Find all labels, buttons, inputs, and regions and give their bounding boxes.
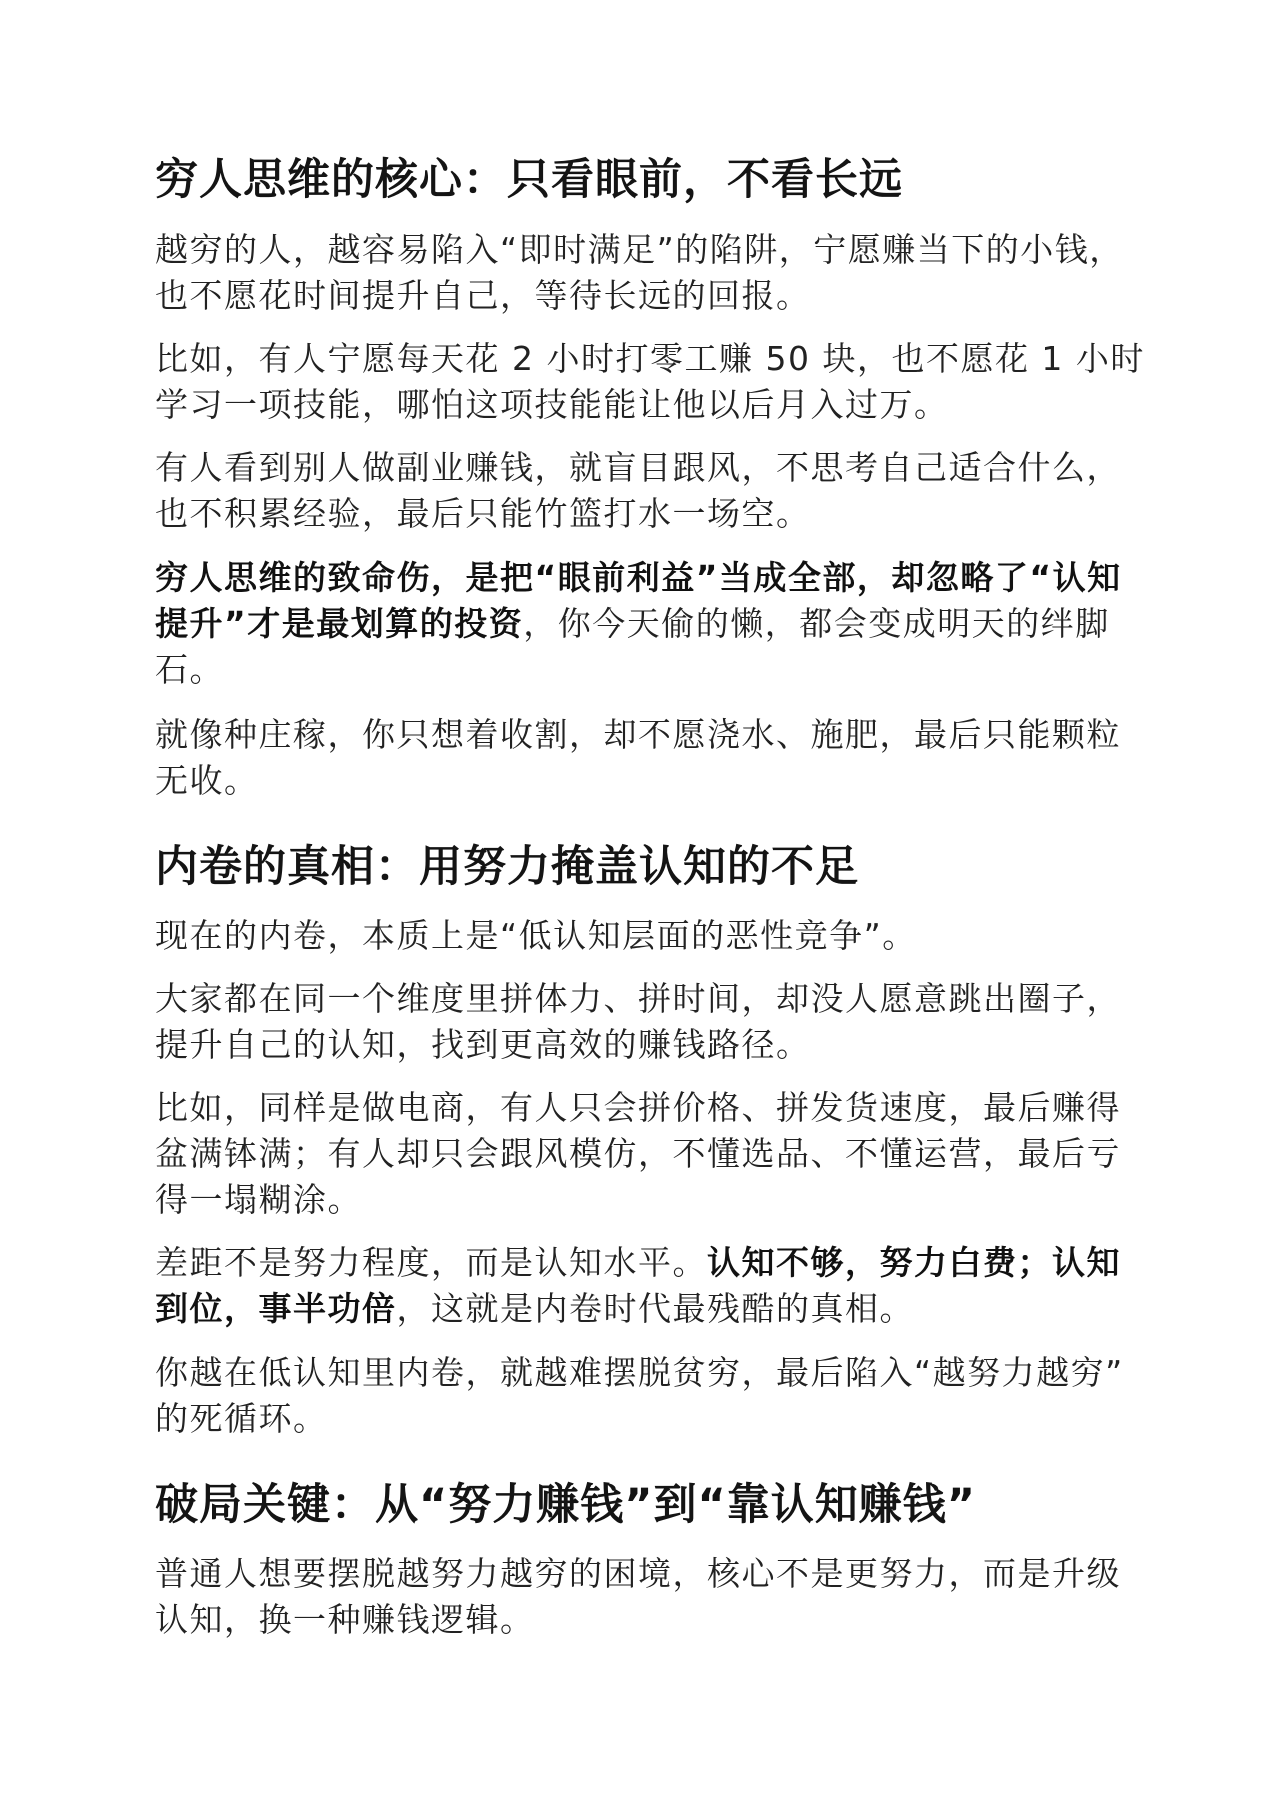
paragraph — [155, 336, 1145, 428]
bold-text: 提升”才是最划算的投资 — [155, 604, 524, 643]
paragraph — [155, 712, 1121, 804]
text-line — [155, 555, 1122, 601]
text-line: 石。 — [155, 650, 224, 689]
text-line: 也不愿花时间提升自己，等待长远的回报。 — [155, 276, 811, 315]
paragraph — [155, 1350, 1124, 1442]
text-line: 有人看到别人做副业赚钱，就盲目跟风，不思考自己适合什么， — [155, 448, 1121, 487]
text-line: 得一塌糊涂。 — [155, 1180, 362, 1219]
text-line — [155, 1240, 1121, 1286]
plain-text: 差距不是努力程度，而是认知水平。 — [155, 1243, 707, 1282]
text-line — [155, 1286, 1115, 1332]
text-line: 就像种庄稼，你只想着收割，却不愿浇水、施肥，最后只能颗粒 — [155, 715, 1121, 754]
paragraph — [155, 1551, 1121, 1643]
text-line: 盆满钵满；有人却只会跟风模仿，不懂选品、不懂运营，最后亏 — [155, 1134, 1121, 1173]
bold-text: 到位，事半功倍 — [155, 1289, 397, 1328]
bold-text: 认知不够，努力白费；认知 — [707, 1243, 1121, 1282]
bold-text: 穷人思维的致命伤，是把“眼前利益”当成全部，却忽略了“认知 — [155, 558, 1122, 597]
plain-text: ，你今天偷的懒，都会变成明天的绊脚 — [523, 604, 1110, 643]
section-title-involution: 内卷的真相：用努力掩盖认知的不足 — [155, 842, 859, 892]
text-line: 也不积累经验，最后只能竹篮打水一场空。 — [155, 494, 811, 533]
paragraph — [155, 976, 1121, 1068]
text-line — [155, 601, 1115, 647]
paragraph — [155, 913, 1115, 959]
text-line: 你越在低认知里内卷，就越难摆脱贫穷，最后陷入“越努力越穷” — [155, 1353, 1124, 1392]
text-line: 无收。 — [155, 761, 259, 800]
paragraph — [155, 1085, 1121, 1223]
paragraph — [155, 445, 1121, 537]
text-line: 的死循环。 — [155, 1399, 328, 1438]
text-line: 现在的内卷，本质上是“低认知层面的恶性竞争”。 — [155, 916, 917, 955]
text-line: 比如，同样是做电商，有人只会拼价格、拼发货速度，最后赚得 — [155, 1088, 1121, 1127]
section-title-poor-mindset: 穷人思维的核心：只看眼前，不看长远 — [155, 155, 903, 205]
plain-text: ，这就是内卷时代最残酷的真相。 — [396, 1289, 914, 1328]
text-line: 大家都在同一个维度里拼体力、拼时间，却没人愿意跳出圈子， — [155, 979, 1121, 1018]
text-line: 比如，有人宁愿每天花 2 小时打零工赚 50 块，也不愿花 1 小时 — [155, 339, 1145, 378]
paragraph-emphasis — [155, 555, 1122, 693]
text-line: 认知，换一种赚钱逻辑。 — [155, 1600, 535, 1639]
text-line: 提升自己的认知，找到更高效的赚钱路径。 — [155, 1025, 811, 1064]
paragraph-emphasis — [155, 1240, 1121, 1332]
text-line: 越穷的人，越容易陷入“即时满足”的陷阱，宁愿赚当下的小钱， — [155, 230, 1124, 269]
paragraph — [155, 227, 1124, 319]
text-line: 学习一项技能，哪怕这项技能能让他以后月入过万。 — [155, 385, 949, 424]
text-line: 普通人想要摆脱越努力越穷的困境，核心不是更努力，而是升级 — [155, 1554, 1121, 1593]
section-title-breakthrough: 破局关键：从“努力赚钱”到“靠认知赚钱” — [155, 1480, 977, 1530]
